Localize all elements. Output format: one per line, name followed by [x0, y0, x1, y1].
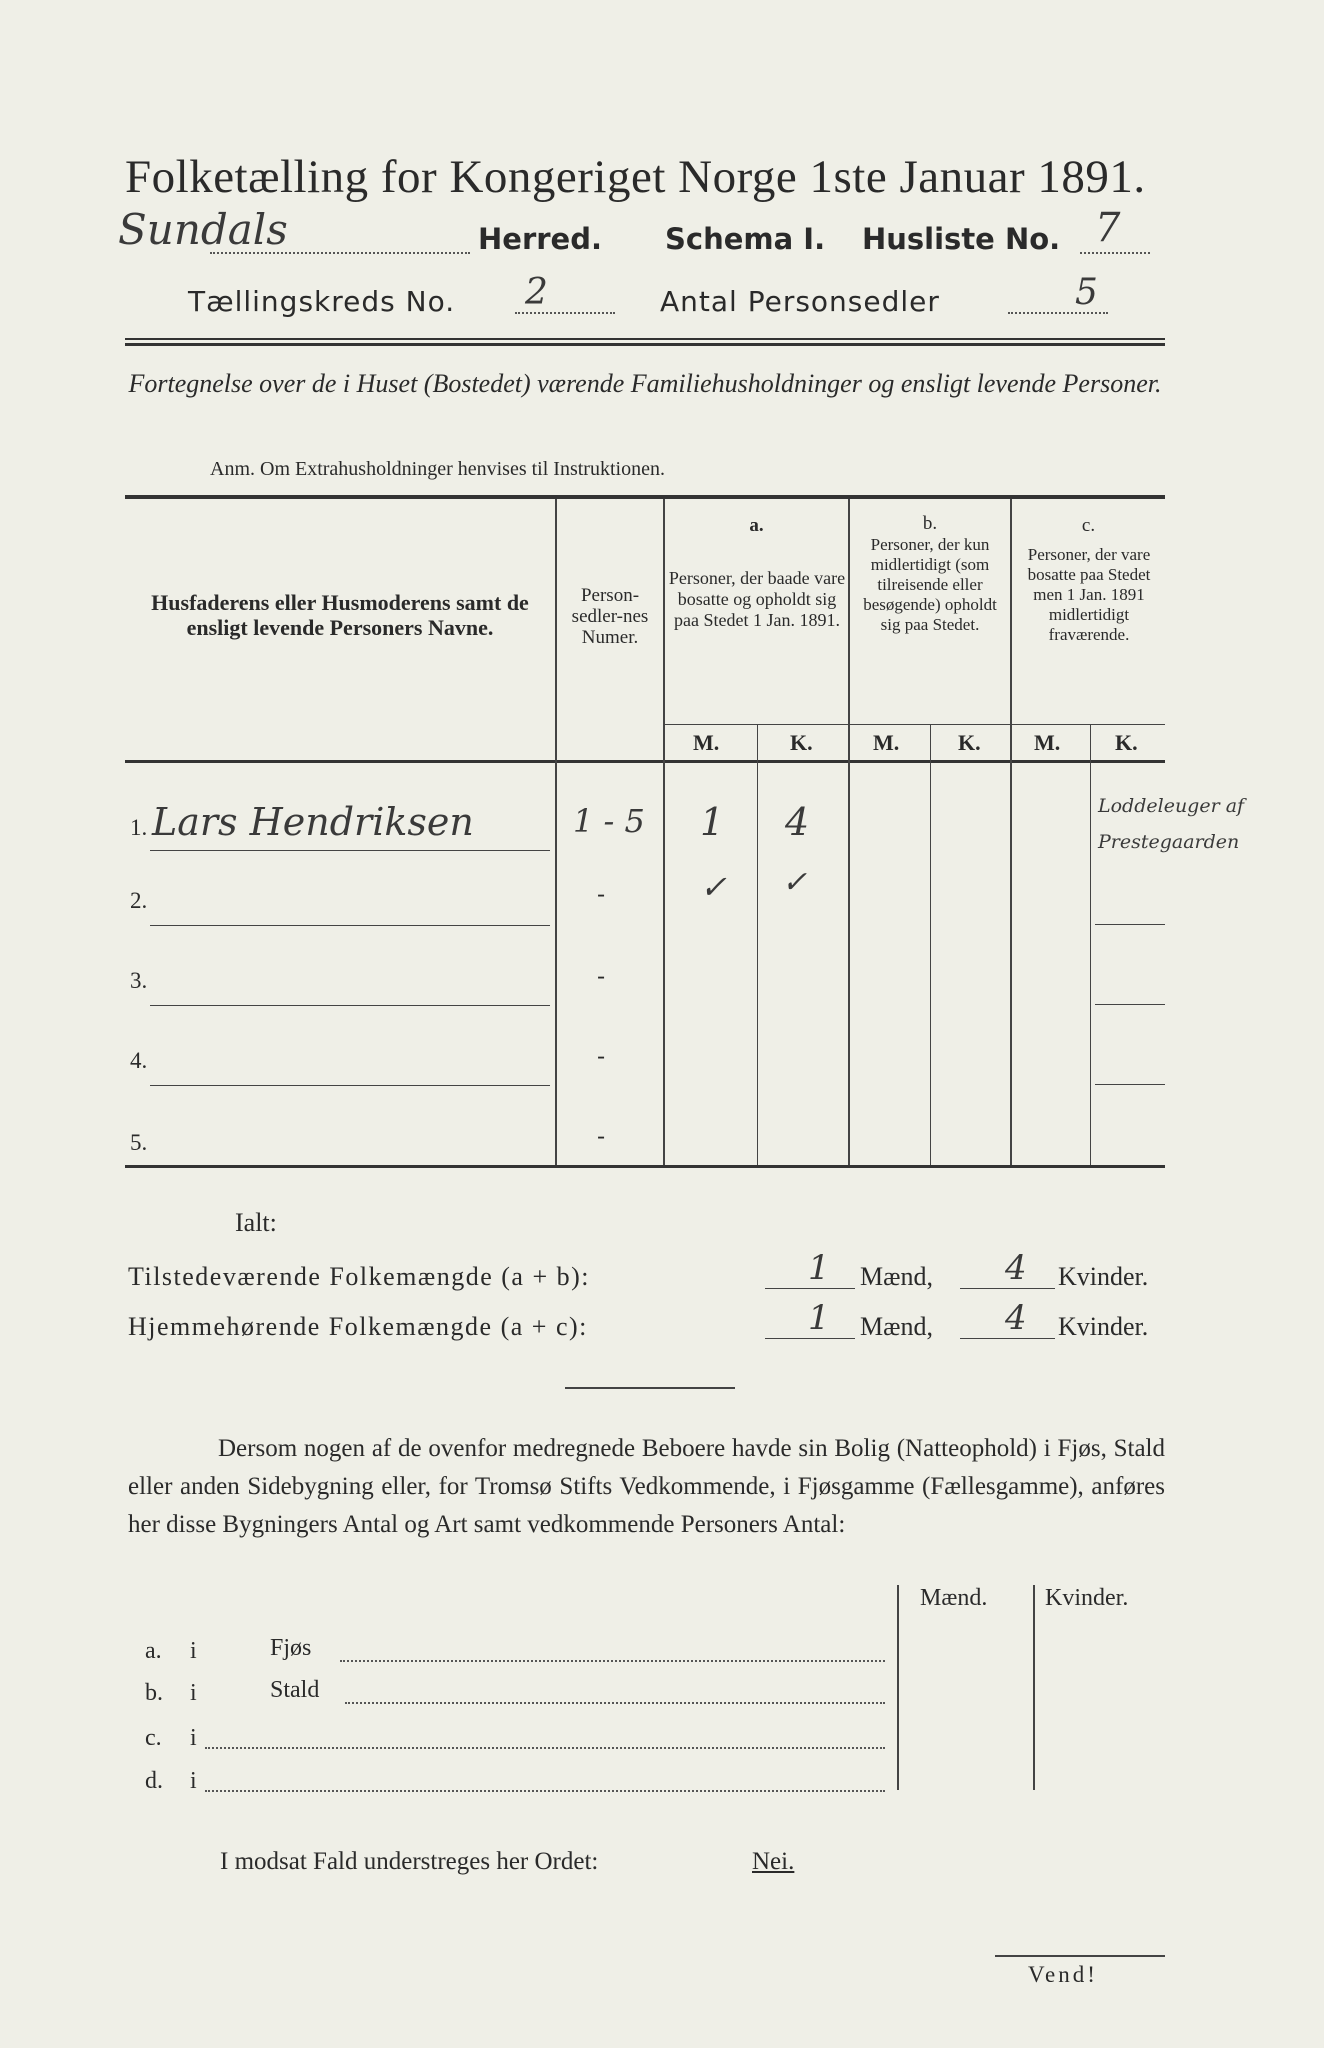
tilstede-maend-line: [765, 1288, 855, 1289]
side-item-letter: c.: [145, 1725, 162, 1751]
row-c-line: [1095, 1084, 1165, 1085]
vend-rule: [995, 1955, 1165, 1957]
side-paragraph: Dersom nogen af de ovenfor medregnede Beboere havde sin Bolig (Natteophold) i Fjøs, Stald eller anden Sidebygning eller, for Tromsø Stifts Vedkommende, i Fjøsgamme (Fællesgamme), anføres her disse Bygningers Antal og Art samt vedkommende Personers Antal:: [128, 1435, 1165, 1538]
header-rule-thin: [125, 338, 1165, 340]
col-head-a: Personer, der baade vare bosatte og opholdt sig paa Stedet 1 Jan. 1891.: [668, 568, 846, 630]
husliste-label: Husliste No.: [862, 222, 1061, 256]
col-head-b: Personer, der kun midlertidigt (som tilreisende eller besøgende) opholdt sig paa Stedet.: [863, 535, 997, 634]
schema-label: Schema I.: [665, 222, 826, 256]
vline-2: [663, 499, 665, 1165]
side-vline-1: [897, 1585, 899, 1790]
side-item-dotline: [205, 1747, 885, 1749]
vline-b-mk: [930, 725, 931, 1165]
husliste-dotline: [1080, 252, 1150, 254]
row-c-line: [1095, 924, 1165, 925]
hjemme-kvinder-value: 4: [1005, 1298, 1027, 1338]
row-number: 3.: [130, 968, 148, 993]
row-name: Lars Hendriksen: [152, 800, 474, 844]
side-kvinder-head: Kvinder.: [1045, 1585, 1129, 1611]
maend-word: Mænd,: [860, 1312, 933, 1341]
nei-word: Nei.: [752, 1848, 795, 1875]
hjemme-label: Hjemmehørende Folkemængde (a + c):: [128, 1312, 588, 1341]
row-number: 1.: [130, 815, 148, 840]
form-title: Folketælling for Kongeriget Norge 1ste Januar 1891.: [125, 151, 1146, 203]
table-top-rule: [125, 495, 1165, 499]
kvinder-word: Kvinder.: [1058, 1312, 1149, 1341]
b-m-label: M.: [873, 730, 900, 755]
anm-note: Anm. Om Extrahusholdninger henvises til Instruktionen.: [210, 458, 665, 480]
side-item-dotline: [340, 1660, 885, 1662]
row-c-line: [1095, 1004, 1165, 1005]
table-header-rule: [125, 760, 1165, 763]
col-b-letter: b.: [922, 513, 938, 534]
modsat-text: I modsat Fald understreges her Ordet:: [220, 1848, 599, 1875]
col-a-letter: a.: [749, 515, 764, 536]
side-maend-head: Mænd.: [920, 1585, 988, 1611]
section-divider: [565, 1387, 735, 1389]
tilstede-kvinder-value: 4: [1005, 1248, 1027, 1288]
hjemme-kvinder-line: [960, 1338, 1055, 1339]
row-numer: -: [597, 1122, 606, 1150]
vline-1: [555, 499, 557, 1165]
hjemme-maend-line: [765, 1338, 855, 1339]
antal-value: 5: [1075, 272, 1098, 313]
side-item-i: i: [190, 1768, 197, 1794]
side-item-i: i: [190, 1638, 197, 1664]
row-numer: -: [597, 962, 606, 990]
row-a-m: ✓: [700, 868, 727, 906]
row-name-line: [150, 1085, 550, 1086]
a-m-label: M.: [693, 730, 720, 755]
col-c-letter: c.: [1081, 515, 1096, 536]
herred-label: Herred.: [478, 222, 602, 256]
row-a-m: 1: [700, 800, 725, 844]
kreds-value: 2: [525, 272, 548, 313]
ialt-label: Ialt:: [235, 1208, 277, 1237]
kreds-dotline: [515, 312, 615, 314]
b-k-label: K.: [958, 730, 981, 755]
c-m-label: M.: [1034, 730, 1061, 755]
intro-text: Fortegnelse over de i Huset (Bostedet) værende Familiehusholdninger og ensligt levende Personer.: [128, 369, 1162, 398]
row-number: 2.: [130, 888, 148, 913]
mk-rule: [663, 724, 1165, 725]
row-a-k: 4: [785, 800, 810, 844]
tilstede-kvinder-line: [960, 1288, 1055, 1289]
col-head-names: Husfaderens eller Husmoderens samt de ensligt levende Personers Navne.: [151, 590, 529, 640]
row-name-line: [150, 850, 550, 851]
row-note: Loddeleuger af Prestegaarden: [1098, 795, 1245, 853]
vline-c-mk: [1090, 725, 1091, 1165]
c-k-label: K.: [1115, 730, 1138, 755]
vline-4: [1010, 499, 1012, 1165]
side-item-label: Stald: [270, 1677, 320, 1703]
vend-label: Vend!: [1028, 1962, 1098, 1987]
hjemme-maend-value: 1: [808, 1298, 830, 1338]
row-name-line: [150, 1005, 550, 1006]
husliste-value: 7: [1095, 205, 1121, 251]
herred-value: Sundals: [118, 205, 288, 254]
maend-word: Mænd,: [860, 1262, 933, 1291]
kreds-label: Tællingskreds No.: [188, 285, 456, 318]
vline-a-mk: [757, 725, 758, 1165]
side-vline-2: [1033, 1585, 1035, 1790]
row-a-k: ✓: [782, 865, 808, 900]
antal-label: Antal Personsedler: [660, 285, 940, 318]
col-head-c: Personer, der vare bosatte paa Stedet men 1 Jan. 1891 midlertidigt fraværende.: [1027, 545, 1151, 644]
row-numer: -: [597, 880, 606, 908]
col-head-numer: Person-sedler-nes Numer.: [571, 585, 649, 648]
side-item-i: i: [190, 1680, 197, 1706]
side-item-letter: d.: [145, 1768, 163, 1794]
table-bottom-rule: [125, 1165, 1165, 1168]
side-item-letter: a.: [145, 1638, 162, 1664]
kvinder-word: Kvinder.: [1058, 1262, 1149, 1291]
row-name-line: [150, 925, 550, 926]
side-item-letter: b.: [145, 1680, 163, 1706]
side-item-dotline: [205, 1790, 885, 1792]
a-k-label: K.: [790, 730, 813, 755]
side-item-i: i: [190, 1725, 197, 1751]
tilstede-maend-value: 1: [808, 1248, 830, 1288]
vline-3: [848, 499, 850, 1165]
row-number: 4.: [130, 1048, 148, 1073]
antal-dotline: [1008, 312, 1108, 314]
herred-dotline: [210, 252, 470, 254]
side-item-label: Fjøs: [270, 1635, 312, 1661]
row-number: 5.: [130, 1130, 148, 1155]
row-numer: -: [597, 1042, 606, 1070]
row-numer: 1 - 5: [573, 802, 645, 840]
tilstede-label: Tilstedeværende Folkemængde (a + b):: [128, 1262, 590, 1291]
side-item-dotline: [345, 1702, 885, 1704]
header-rule-thick: [125, 343, 1165, 346]
